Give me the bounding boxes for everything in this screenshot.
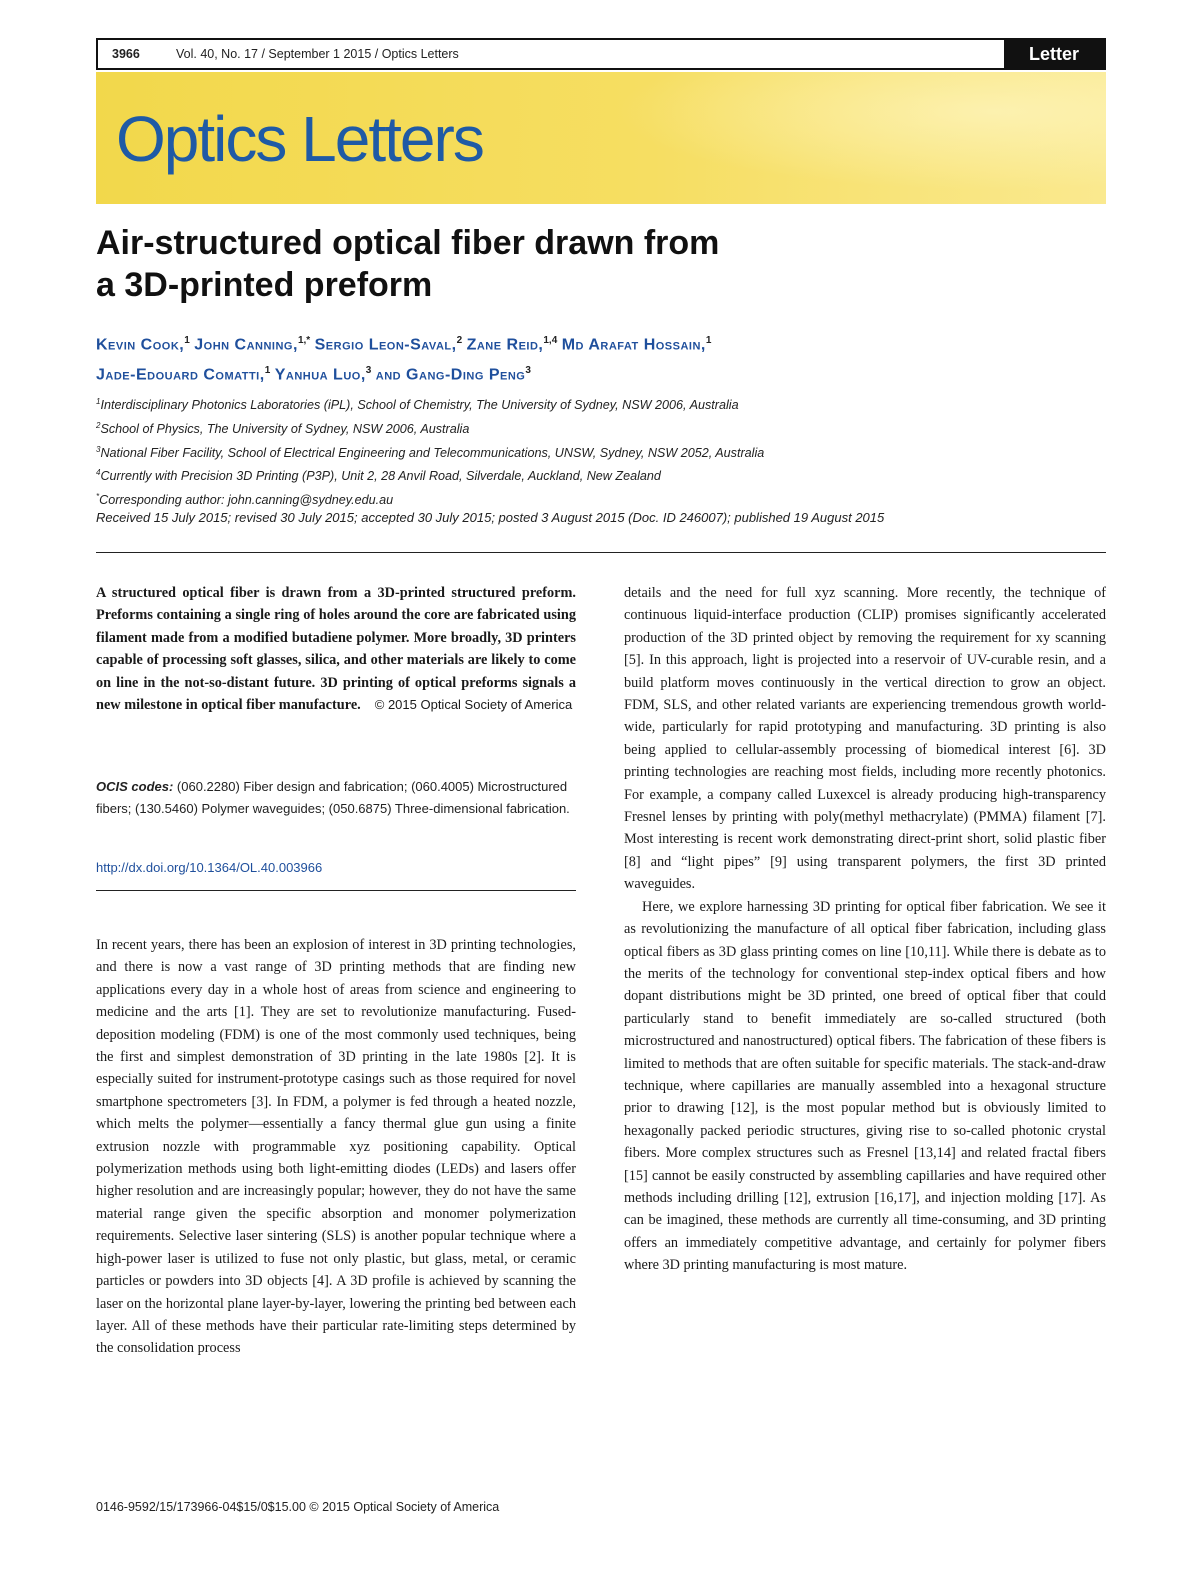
author-name: Md Arafat Hossain, xyxy=(561,336,706,354)
affiliation-marker: 2 xyxy=(96,420,101,430)
ocis-text: (060.2280) Fiber design and fabrication; (060.4005) Microstructured fibers; (130.5460) Polymer waveguides; (050.6875) Three-dimensional fabrication. xyxy=(96,779,570,816)
journal-banner xyxy=(96,72,1106,204)
journal-citation: Vol. 40, No. 17 / September 1 2015 / Optics Letters xyxy=(176,47,459,61)
article-history: Received 15 July 2015; revised 30 July 2015; accepted 30 July 2015; posted 3 August 2015 (Doc. ID 246007); published 19 August 2015 xyxy=(96,510,885,525)
author-affil: 2 xyxy=(456,335,463,346)
affiliation-text: Currently with Precision 3D Printing (P3P), Unit 2, 28 Anvil Road, Silverdale, Auckland, New Zealand xyxy=(100,469,661,484)
author-name: and Gang-Ding Peng xyxy=(375,366,526,384)
author-affil: 1,4 xyxy=(543,335,558,346)
body-left-column xyxy=(96,934,576,1360)
author-name: Zane Reid, xyxy=(466,336,544,354)
corresponding-author: Corresponding author: john.canning@sydney.edu.au xyxy=(99,493,394,508)
abstract xyxy=(96,582,576,716)
abstract-divider xyxy=(96,890,576,891)
author-name: Yanhua Luo, xyxy=(274,366,366,384)
author-list xyxy=(96,328,1106,389)
body-paragraph: In recent years, there has been an explosion of interest in 3D printing technologies, and there is now a vast range of 3D printing methods that are finding new applications every day in a whole host of areas from science and engineering to medicine and the arts [1]. They are set to revolutionize manufacturing. Fused-deposition modeling (FDM) is one of the most commonly used techniques, being the first and simplest demonstration of 3D printing in the late 1980s [2]. It is especially suited for instrument-prototype casings such as those required for novel smartphone spectrometers [3]. In FDM, a polymer is fed through a heated nozzle, which melts the polymer—essentially a fancy thermal glue gun using a finite extrusion nozzle with programmable xyz positioning capability. Optical polymerization methods using both light-emitting diodes (LEDs) and lasers offer higher resolution and are increasingly popular; however, they do not have the same material range given the specific absorption and monomer polymerization requirements. Selective laser sintering (SLS) is another popular technique where a high-power laser is utilized to fuse not only plastic, but glass, metal, or ceramic particles or powders into 3D objects [4]. A 3D profile is achieved by scanning the laser on the horizontal plane layer-by-layer, lowering the printing bed between each layer. All of these methods have their particular rate-limiting steps determined by the consolidation process xyxy=(96,937,576,1357)
affiliation-text: Interdisciplinary Photonics Laboratories (iPL), School of Chemistry, The University of Sydney, NSW 2006, Australia xyxy=(100,398,739,413)
copyright-footer: 0146-9592/15/173966-04$15/0$15.00 © 2015 Optical Society of America xyxy=(96,1500,500,1514)
affiliation xyxy=(96,416,1106,440)
page-number: 3966 xyxy=(112,47,140,61)
running-header xyxy=(96,38,1106,70)
abstract-text: A structured optical fiber is drawn from a 3D-printed structured preform. Preforms containing a single ring of holes around the core are fabricated using filament made from a modified butadiene polymer. More broadly, 3D printers capable of processing soft glasses, silica, and other materials are likely to come on line in the not-so-distant future. 3D printing of optical preforms signals a new milestone in optical fiber manufacture. xyxy=(96,585,576,714)
header-divider xyxy=(96,552,1106,553)
author-name: Jade-Edouard Comatti, xyxy=(96,366,265,384)
author-name: Sergio Leon-Saval, xyxy=(314,336,457,354)
affiliation xyxy=(96,487,1106,511)
affiliation-list xyxy=(96,392,1106,511)
article-type-label: Letter xyxy=(1004,40,1104,68)
article-title xyxy=(96,222,996,306)
author-affil: 3 xyxy=(525,365,531,377)
author-name: John Canning, xyxy=(194,336,298,354)
body-paragraph: Here, we explore harnessing 3D printing for optical fiber fabrication. We see it as revolutionizing the manufacture of all optical fiber fabrication, including glass optical fibers as 3D glass printing comes on line [10,11]. While there is debate as to the merits of the technology for conventional step-index optical fibers and how dopant distributions might be 3D printed, one breed of optical fiber that could particularly stand to benefit immediately are so-called structured (both microstructured and nanostructured) optical fibers. The fabrication of these fibers is limited to methods that are often suitable for specific materials. The stack-and-draw technique, where capillaries are manually assembled into a hexagonal structure prior to drawing [12], is the most popular method but is obviously limited to hexagonally packed periodic structures, giving rise to so-called photonic crystal fibers. More complex structures such as Fresnel [13,14] and related fractal fibers [15] cannot be easily constructed by assembling capillaries and have required other methods including drilling [12], extrusion [16,17], and injection molding [17]. As can be imagined, these methods are currently all time-consuming, and 3D printing offers an immediately competitive advantage, and certainly for polymer fibers where 3D printing manufacturing is most mature. xyxy=(624,898,1106,1274)
author-affil: 1,* xyxy=(297,335,311,346)
title-line-1: Air-structured optical fiber drawn from xyxy=(96,224,720,262)
affiliation xyxy=(96,463,1106,487)
abstract-copyright: © 2015 Optical Society of America xyxy=(374,697,573,713)
affiliation-text: National Fiber Facility, School of Electrical Engineering and Telecommunications, UNSW, Sydney, NSW 2052, Australia xyxy=(100,445,765,460)
author-affil: 1 xyxy=(264,365,271,377)
affiliation-marker: * xyxy=(96,492,100,502)
journal-logo: Optics Letters xyxy=(116,103,483,175)
author-name: Kevin Cook, xyxy=(96,336,185,354)
affiliation-text: School of Physics, The University of Sydney, NSW 2006, Australia xyxy=(100,421,470,436)
affiliation xyxy=(96,392,1106,416)
ocis-label: OCIS codes: xyxy=(96,779,174,794)
affiliation-marker: 1 xyxy=(96,397,101,406)
affiliation-marker: 4 xyxy=(96,468,101,478)
body-right-column xyxy=(624,582,1106,1277)
affiliation xyxy=(96,440,1106,464)
title-line-2: a 3D-printed preform xyxy=(96,266,433,304)
author-affil: 1 xyxy=(184,335,190,346)
affiliation-marker: 3 xyxy=(96,444,101,454)
author-affil: 1 xyxy=(705,335,712,346)
doi-link[interactable]: http://dx.doi.org/10.1364/OL.40.003966 xyxy=(96,860,323,875)
ocis-codes xyxy=(96,776,576,820)
author-affil: 3 xyxy=(365,365,372,377)
body-paragraph: details and the need for full xyz scanning. More recently, the technique of continuous liquid-interface production (CLIP) promises significantly accelerated production of the 3D printed object by removing the requirement for xy scanning [5]. In this approach, light is projected into a reservoir of UV-curable resin, and a build platform moves continuously in the vertical direction to grow an object. FDM, SLS, and other related variants are experiencing tremendous growth world-wide, particularly for rapid prototyping and manufacturing. 3D printing is also being applied to cellular-assembly processing of biomedical interest [6]. 3D printing technologies are reaching most fields, including more recently photonics. For example, a company called Luxexcel is already producing high-transparency Fresnel lenses by printing with poly(methyl methacrylate) (PMMA) filament [7]. Most interesting is recent work demonstrating direct-print short, solid plastic fiber [8] and “light pipes” [9] using transparent polymers, the first 3D printed waveguides. xyxy=(624,585,1106,893)
